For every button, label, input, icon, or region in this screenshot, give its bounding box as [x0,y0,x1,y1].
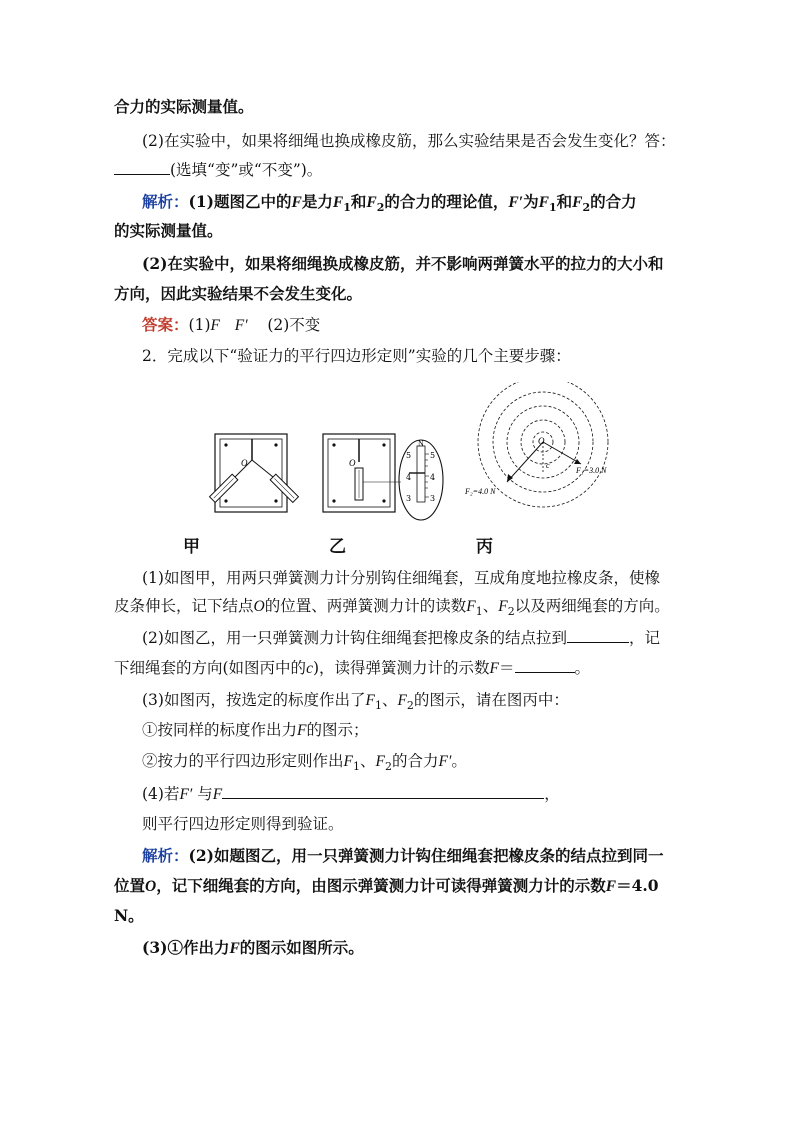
subscript: 2 [507,605,515,619]
text: 皮条伸长，记下结点 [114,597,254,615]
text: 方向，因此实验结果不会发生变化。 [114,284,363,303]
symbol-F: F [210,317,220,334]
symbol-F: F [397,692,407,709]
colon: ： [173,846,189,865]
text: 的图示； [306,721,369,739]
text: ，记下细绳套的方向，由图示弹簧测力计可读得弹簧测力计的示数 [156,876,606,895]
tick-label: 5 [430,451,436,460]
tick-label: 3 [430,494,436,503]
answer-blank[interactable] [515,657,575,673]
label-F2: F₂=4.0 N [465,487,496,496]
figure-label-jia: 甲 [183,537,200,557]
text: 与 [197,785,213,803]
figure-label-bing: 丙 [476,537,493,557]
text: 为 [523,192,539,211]
text: ， [544,785,560,803]
text: 。 [574,659,591,677]
symbol-F: F [489,660,499,677]
text: 和 [556,192,573,211]
step-3b [142,751,467,777]
subscript: 2 [376,201,385,215]
answer-tag: 答案 [142,315,174,334]
analysis-tag: 解析 [142,846,174,865]
text: 的图示如图所示。 [239,938,364,957]
text: N。 [114,906,144,925]
subscript: 1 [475,605,483,619]
text: 则平行四边形定则得到验证。 [142,815,344,833]
step-4 [142,783,560,805]
analysis-tag: 解析 [142,192,174,211]
subscript: 2 [406,699,414,713]
question-part-2 [142,131,675,151]
text-line [142,254,663,274]
label-O: O [538,436,545,446]
subscript: 1 [374,699,382,713]
label-F1: F₁=3.0 N [576,466,607,475]
subscript: 1 [352,760,360,774]
symbol-F-prime: F′ [508,194,524,211]
symbol-F: F [291,194,302,211]
symbol-F-prime: F′ [179,786,193,803]
answer-blank[interactable] [114,159,170,175]
symbol-F: F [375,753,385,770]
text: 的图示，请在图丙中： [413,691,569,709]
symbol-F: F [343,753,353,770]
text: 。 [451,752,467,770]
symbol-F-prime: F′ [438,753,452,770]
symbol-O: O [145,878,157,895]
question-part-2-cont [114,159,322,180]
text: (2)在实验中，如果将细绳也换成橡皮筋，那么实验结果是否会发生变化？答： [142,132,676,150]
text: 和 [350,192,367,211]
step-3 [142,690,569,716]
text: 的合力 [590,192,637,211]
symbol-F-prime: F′ [234,317,248,334]
analysis-line [142,192,637,218]
text: (2)如题图乙，用一只弹簧测力计钩住细绳套把橡皮条的结点拉到同一 [188,846,664,865]
symbol-F: F [366,194,377,211]
text: 的位置、两弹簧测力计的读数 [264,597,467,615]
symbol-F: F [572,194,583,211]
text: 、 [381,691,398,709]
colon: ： [173,315,189,334]
answer-line [142,315,320,336]
text: )，读得弹簧测力计的示数 [312,659,490,677]
text-line [114,284,362,304]
text: 以及两细绳套的方向。 [514,597,670,615]
text: (2)如图乙，用一只弹簧测力计钩住细绳套把橡皮条的结点拉到 [142,629,567,647]
text: (3)如图丙，按选定的标度作出了 [142,691,366,709]
text: 位置 [114,876,146,895]
text-line [114,97,254,117]
label-O: O [241,458,248,468]
symbol-F: F [498,598,508,615]
question-2 [142,346,571,366]
text: 的合力 [391,752,439,770]
tick-label: 4 [406,473,412,482]
text: 、 [359,752,376,770]
text: (1) [188,316,211,334]
symbol-F: F [332,194,344,211]
symbol-O: O [253,598,265,615]
analysis-line [142,846,664,866]
experiment-figure [195,382,625,530]
text-line [114,876,659,897]
board-yi [323,434,443,520]
subscript: 1 [343,201,351,215]
text: ＝4.0 [616,876,659,895]
label-N: N [418,439,424,448]
vectors [464,436,607,496]
text: 2．完成以下“验证力的平行四边形定则”实验的几个主要步骤： [142,347,571,365]
text-line [142,938,364,959]
text: (选填“变”或“不变”)。 [170,161,323,179]
text: (2)不变 [267,316,321,334]
text: ＝ [498,659,515,677]
text: ①按同样的标度作出力 [142,721,298,739]
symbol-F: F [297,722,307,739]
subscript: 2 [582,201,591,215]
text: (2)在实验中，如果将细绳换成橡皮筋，并不影响两弹簧水平的拉力的大小和 [142,254,664,273]
subscript: 1 [548,201,557,215]
subscript: 2 [384,760,392,774]
symbol-F: F [229,940,240,957]
step-3a [142,720,369,741]
text: ，记 [628,629,660,647]
colon: ： [173,192,189,211]
text: ②按力的平行四边形定则作出 [142,752,344,770]
symbol-c: c [306,660,313,677]
label-c: c [546,461,550,470]
text: (1)如图甲，用两只弹簧测力计分别钩住细绳套，互成角度地拉橡皮条，使橡 [142,569,660,587]
answer-blank[interactable] [222,783,544,799]
text: 、 [482,597,499,615]
figure-label-yi: 乙 [329,537,346,557]
step-1 [142,568,660,588]
step-2 [142,627,660,648]
tick-label: 5 [406,451,412,460]
text: 是力 [301,192,333,211]
text: 下细绳套的方向(如图丙中的 [114,659,307,677]
text-line [114,906,144,926]
text: (3)①作出力 [142,938,230,957]
text-line [114,221,223,241]
step-2-cont [114,657,590,679]
symbol-F: F [605,878,617,895]
text: (4)若 [142,785,180,803]
symbol-F: F [538,194,549,211]
symbol-F: F [212,786,223,803]
text: (1)题图乙中的 [188,192,292,211]
text: 的合力的理论值， [384,192,509,211]
step-1-cont [114,596,670,622]
tick-label: 3 [406,494,412,503]
board-jia [210,434,299,512]
tick-label: 4 [430,473,436,482]
symbol-F: F [466,598,476,615]
step-4-cont [142,814,344,834]
answer-blank[interactable] [567,627,629,643]
symbol-F: F [365,692,375,709]
label-O: O [349,458,356,468]
text: 的实际测量值。 [114,221,223,240]
text: 合力的实际测量值。 [114,97,254,116]
